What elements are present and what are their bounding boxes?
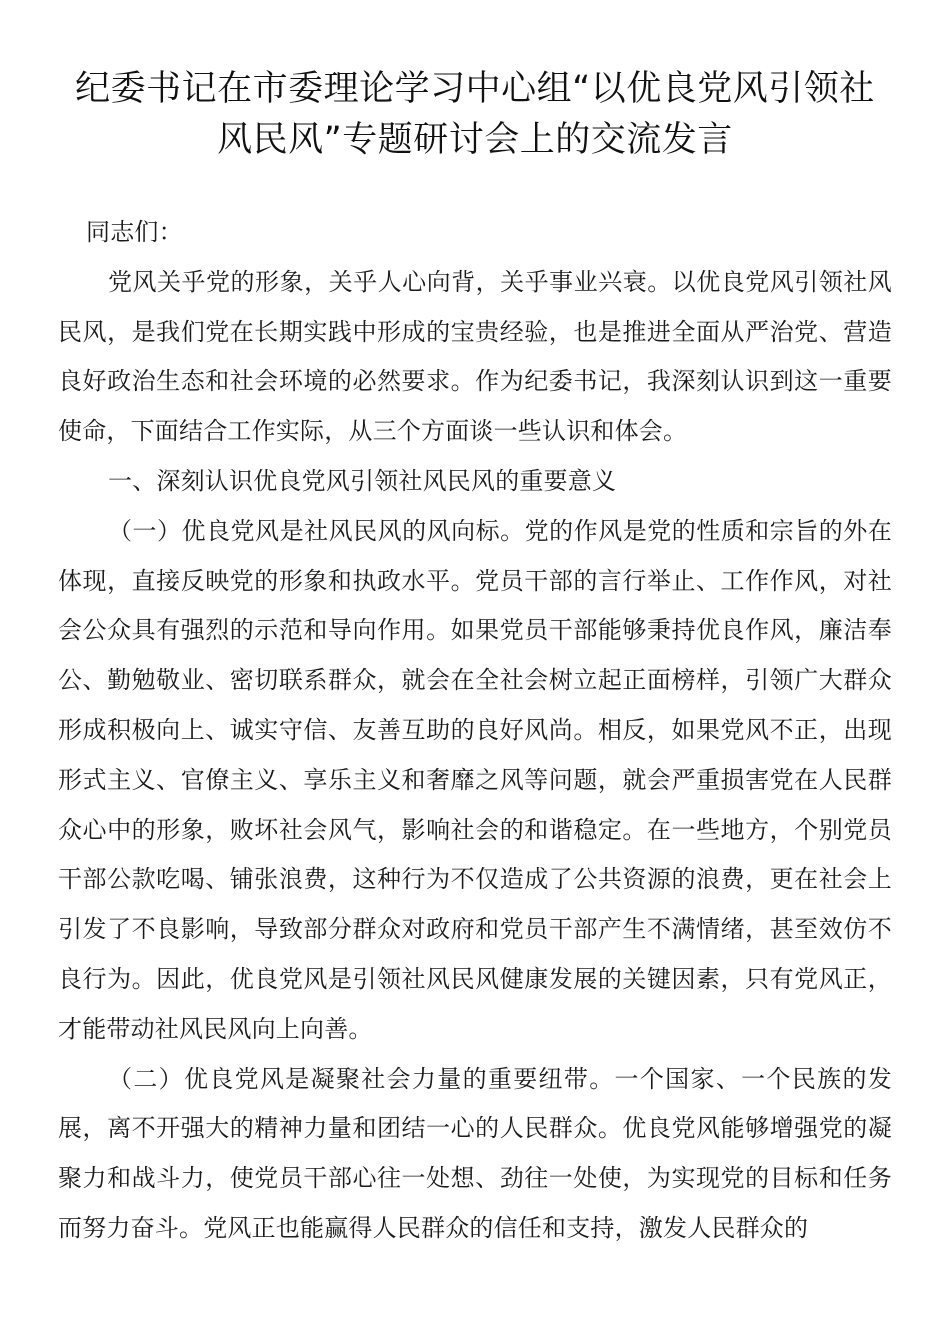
paragraph-section-1-2: （二）优良党风是凝聚社会力量的重要纽带。一个国家、一个民族的发展，离不开强大的精神力量和团结一心的人民群众。优良党风能够增强党的凝聚力和战斗力，使党员干部心往一处想、劲往一处使，为实现党的目标和任务而努力奋斗。党风正也能赢得人民群众的信任和支持，激发人民群众的 xyxy=(58,1064,892,1242)
section-heading-1: 一、深刻认识优良党风引领社风民风的重要意义 xyxy=(108,466,617,495)
salutation: 同志们： xyxy=(86,218,183,246)
document-body xyxy=(58,208,892,1254)
document-title: 纪委书记在市委理论学习中心组“以优良党风引领社风民风”专题研讨会上的交流发言 xyxy=(75,69,875,160)
paragraph-intro: 党风关乎党的形象，关乎人心向背，关乎事业兴衰。以优良党风引领社风民风，是我们党在长期实践中形成的宝贵经验，也是推进全面从严治党、营造良好政治生态和社会环境的必然要求。作为纪委书记，我深刻认识到这一重要使命，下面结合工作实际，从三个方面谈一些认识和体会。 xyxy=(58,267,892,446)
paragraph-section-1-1: （一）优良党风是社风民风的风向标。党的作风是党的性质和宗旨的外在体现，直接反映党的形象和执政水平。党员干部的言行举止、工作作风，对社会公众具有强烈的示范和导向作用。如果党员干部能够秉持优良作风，廉洁奉公、勤勉敬业、密切联系群众，就会在全社会树立起正面榜样，引领广大群众形成积极向上、诚实守信、友善互助的良好风尚。相反，如果党风不正，出现形式主义、官僚主义、享乐主义和奢靡之风等问题，就会严重损害党在人民群众心中的形象，败坏社会风气，影响社会的和谐稳定。在一些地方，个别党员干部公款吃喝、铺张浪费，这种行为不仅造成了公共资源的浪费，更在社会上引发了不良影响，导致部分群众对政府和党员干部产生不满情绪，甚至效仿不良行为。因此，优良党风是引领社风民风健康发展的关键因素，只有党风正，才能带动社风民风向上向善。 xyxy=(58,516,892,1043)
